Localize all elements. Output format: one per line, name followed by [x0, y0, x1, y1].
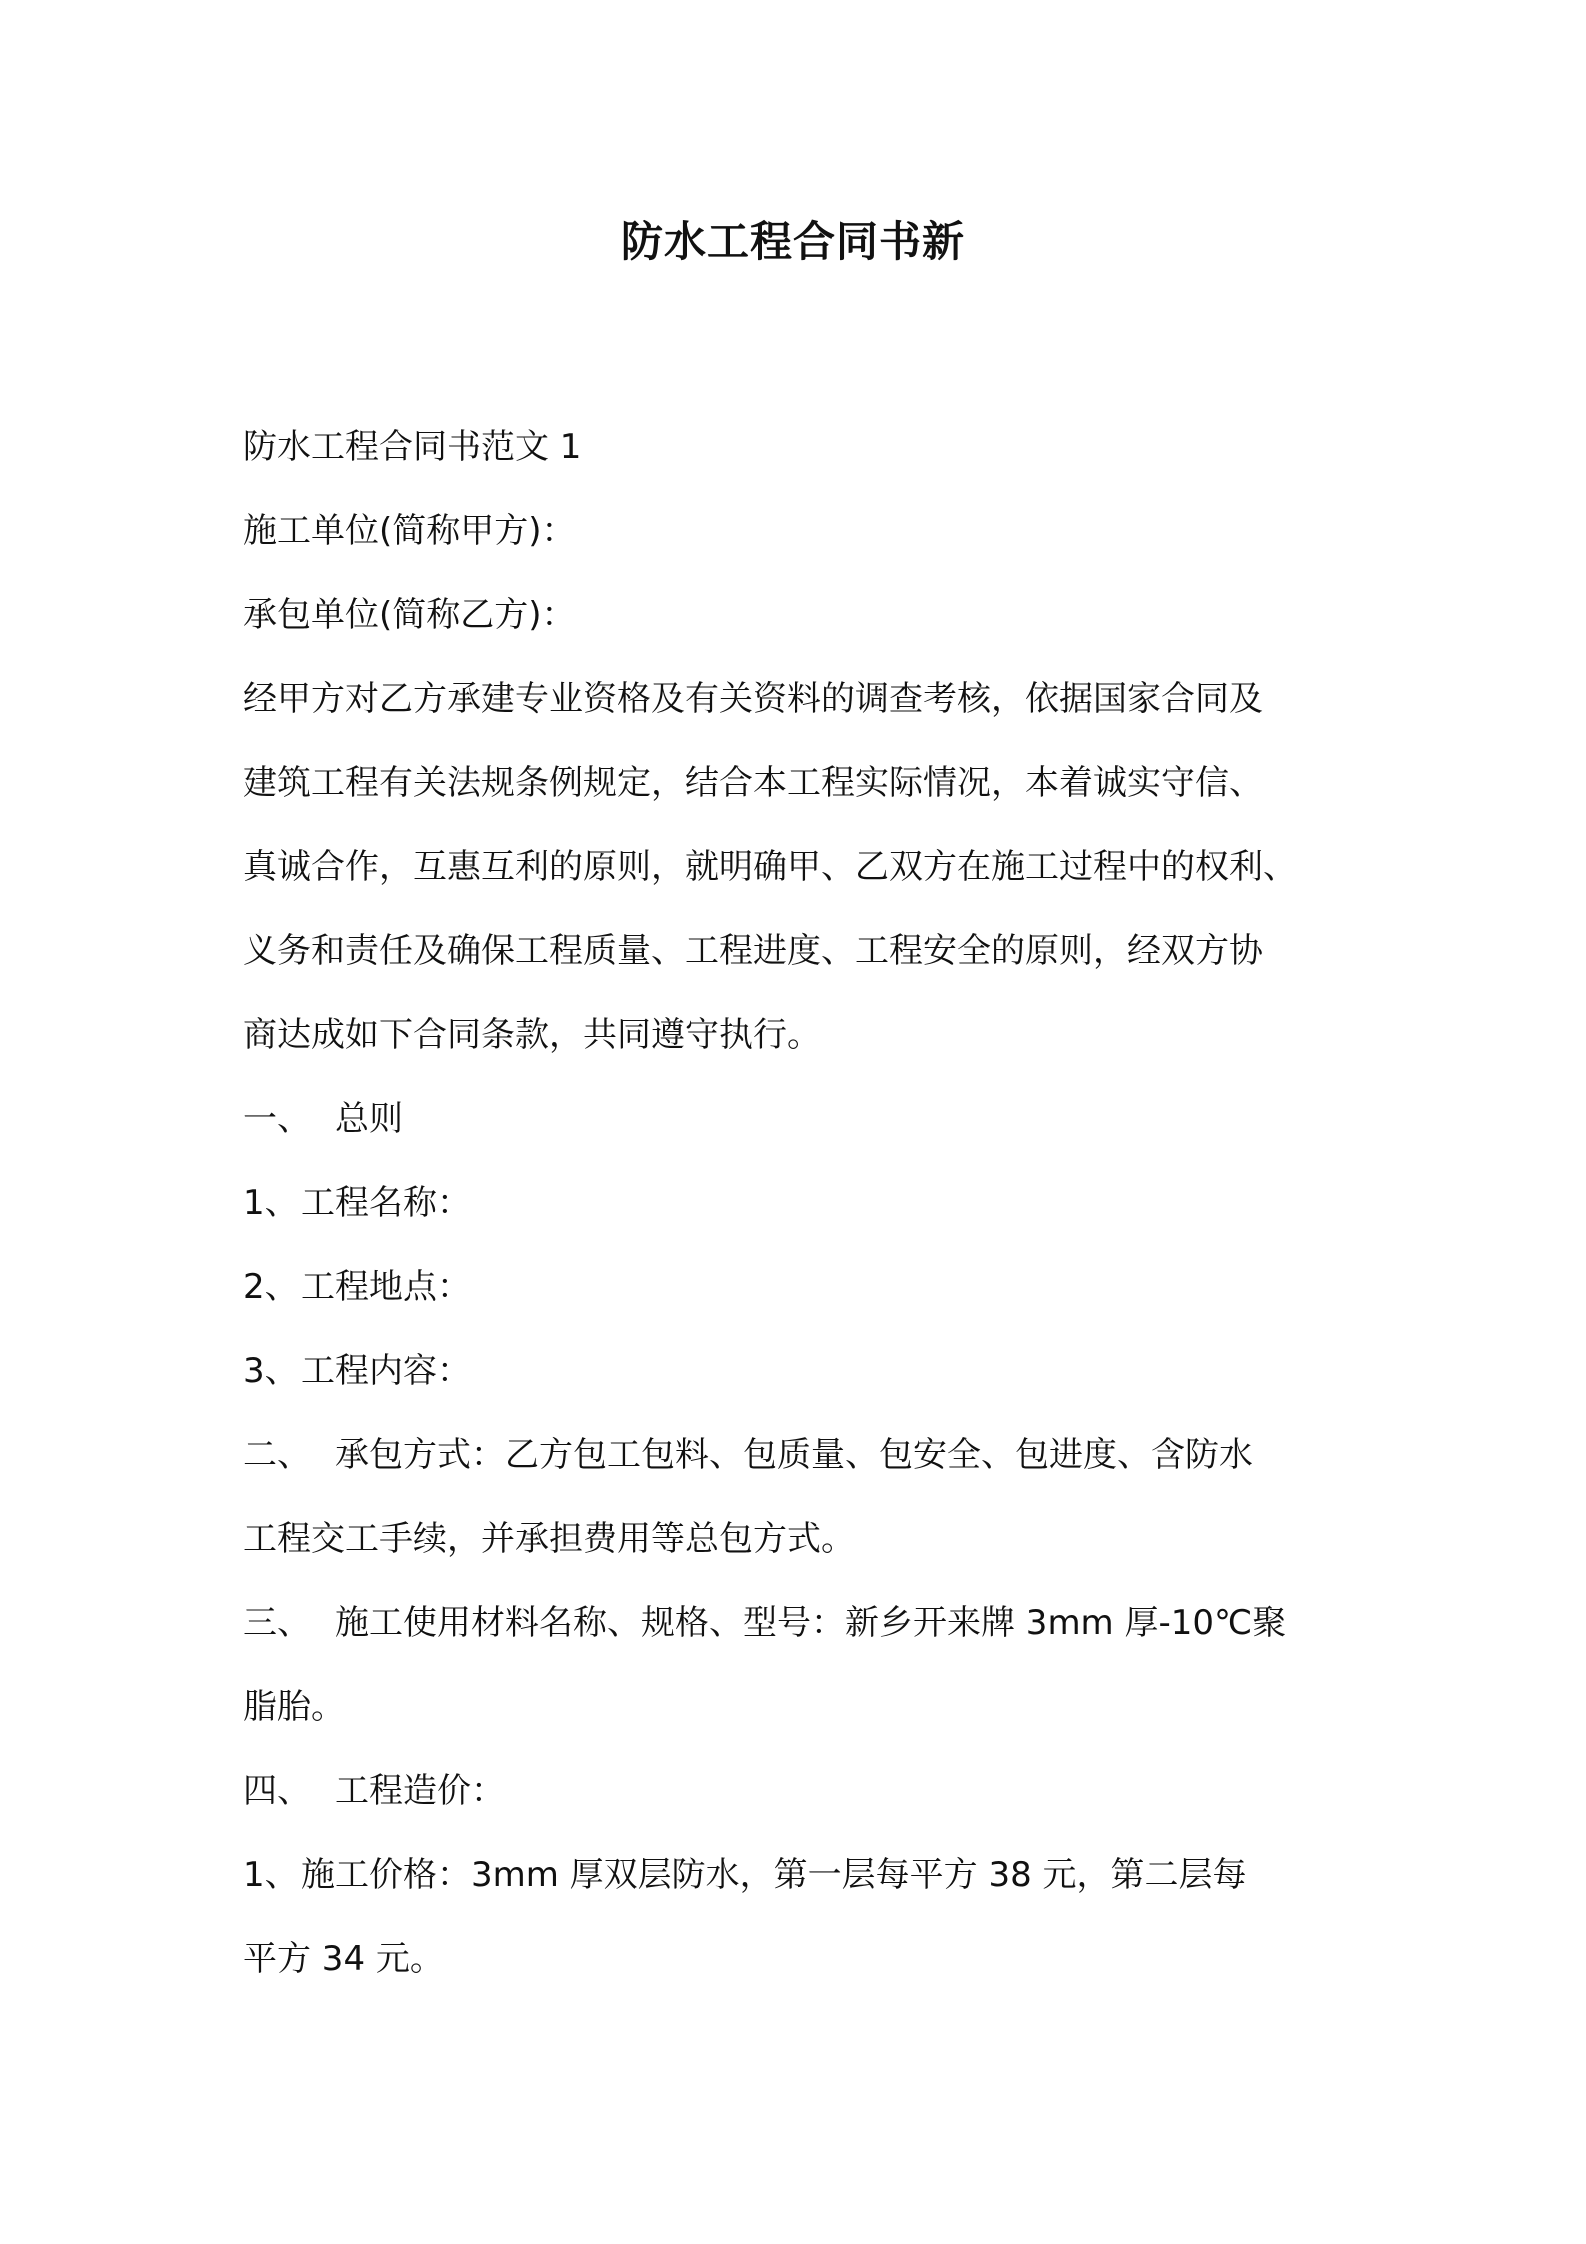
general-item-3-text: 工程内容：	[301, 1351, 471, 1391]
section-1-title: 总则	[335, 1099, 403, 1139]
preamble-line-4: 义务和责任及确保工程质量、工程进度、工程安全的原则，经双方协	[243, 931, 1263, 971]
general-item-2	[243, 1245, 1359, 1329]
section-4-marker: 四、	[243, 1771, 311, 1811]
general-item-1-text: 工程名称：	[301, 1183, 471, 1223]
section-2-line-2: 工程交工手续，并承担费用等总包方式。	[243, 1519, 855, 1559]
document-title: 防水工程合同书新	[620, 217, 965, 266]
general-item-1-marker: 1、	[243, 1183, 299, 1223]
price-item-line-2: 平方 34 元。	[243, 1939, 444, 1979]
party-a-line: 施工单位(简称甲方)：	[243, 511, 576, 551]
general-item-1	[243, 1161, 1359, 1245]
price-item-line-1	[243, 1833, 1359, 1917]
section-4-title: 工程造价：	[335, 1771, 505, 1811]
general-item-2-text: 工程地点：	[301, 1267, 471, 1307]
document-body	[243, 405, 1359, 2001]
general-item-3	[243, 1329, 1359, 1413]
section-3-marker: 三、	[243, 1603, 311, 1643]
section-1-heading	[243, 1077, 1359, 1161]
preamble-line-2: 建筑工程有关法规条例规定，结合本工程实际情况，本着诚实守信、	[243, 763, 1263, 803]
general-item-2-marker: 2、	[243, 1267, 299, 1307]
price-item-text-1: 施工价格：3mm 厚双层防水，第一层每平方 38 元，第二层每	[301, 1855, 1247, 1895]
preamble-line-5: 商达成如下合同条款，共同遵守执行。	[243, 1015, 821, 1055]
section-2-text-1: 承包方式：乙方包工包料、包质量、包安全、包进度、含防水	[335, 1435, 1253, 1475]
section-2-marker: 二、	[243, 1435, 311, 1475]
preamble-line-3: 真诚合作，互惠互利的原则，就明确甲、乙双方在施工过程中的权利、	[243, 847, 1297, 887]
party-b-line: 承包单位(简称乙方)：	[243, 595, 576, 635]
section-2-line-1	[243, 1413, 1359, 1497]
general-item-3-marker: 3、	[243, 1351, 299, 1391]
section-3-line-2: 脂胎。	[243, 1687, 345, 1727]
section-3-line-1	[243, 1581, 1359, 1665]
price-item-marker: 1、	[243, 1855, 299, 1895]
document-subtitle: 防水工程合同书范文 1	[243, 427, 582, 467]
section-4-heading	[243, 1749, 1359, 1833]
section-1-marker: 一、	[243, 1099, 311, 1139]
preamble-line-1: 经甲方对乙方承建专业资格及有关资料的调查考核，依据国家合同及	[243, 679, 1263, 719]
section-3-text-1: 施工使用材料名称、规格、型号：新乡开来牌 3mm 厚-10℃聚	[335, 1603, 1287, 1643]
